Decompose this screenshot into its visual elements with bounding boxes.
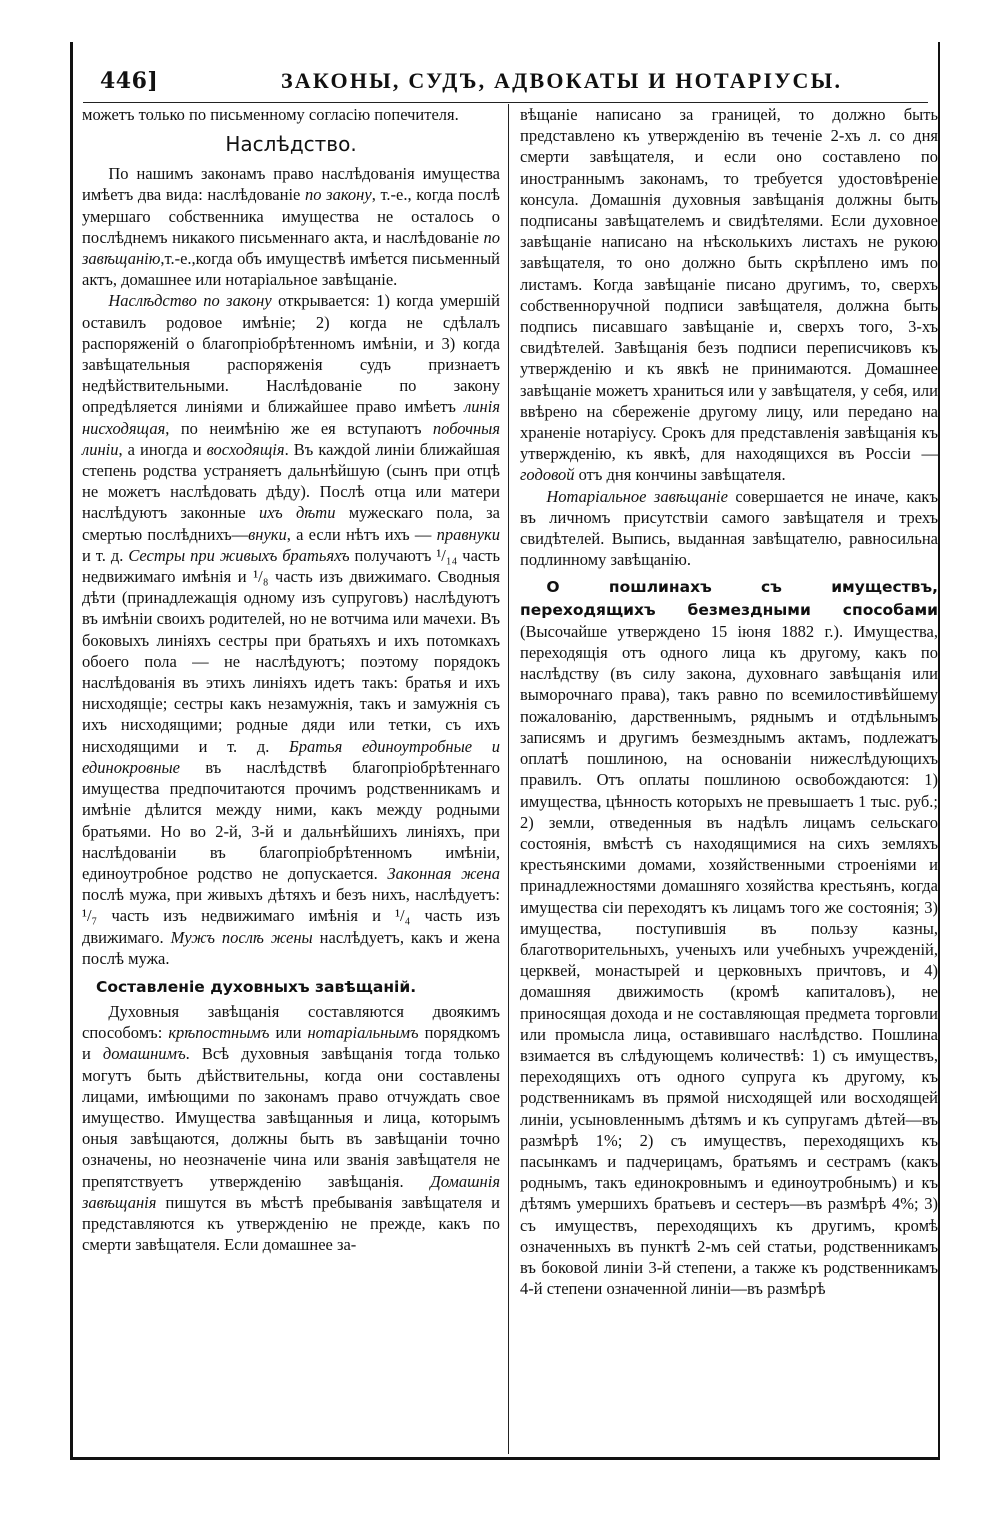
paragraph-home-wills: вѣщаніе написано за границей, то должно быть представлено къ утвержденію въ теченіе 2-хъ л. со дня смерти завѣщателя, и если оно составлено по иностраннымъ законамъ, то требуется удостовѣреніе консула. Домашнія духовныя завѣщанія должны быть подписаны завѣщателемъ и свидѣтелями. Если духовное завѣщаніе написано на нѣсколькихъ листахъ не рукою завѣщателя, то оно должно быть скрѣплено имъ по листамъ. Когда завѣщаніе писано другимъ, то, сверхъ собственноручной подписи завѣщателя, должна быть подпись писавшаго завѣщаніе и, сверхъ того, 3-хъ свидѣтелей. Завѣщанія безъ подписи переписчиковъ къ утвержденію и къ явкѣ не принимаются. Домашнее завѣщаніе можетъ храниться или у завѣщателя, у себя, или ввѣрено на сбереженіе другому лицу, или передано на храненіе нотаріусу. Срокъ для представленія завѣщанія къ утвержденію, къ явкѣ, для находящихся въ Россіи — годовой отъ дня кончины завѣщателя.: [520, 105, 938, 485]
page-number: 446]: [100, 68, 159, 94]
column-divider: [508, 104, 509, 1454]
paragraph-duties: О пошлинахъ съ имуществъ, переходящихъ безмездными способами (Высочайше утверждено 15 іюня 1882 г.). Имущества, переходящія отъ одного лица къ другому, какъ по наслѣдству (въ силу закона, духовнаго завѣщанія или выморочнаго права), такъ равно по всемилостивѣйшему пожалованію, дарственнымъ, ряднымъ и отдѣльнымъ записямъ и другимъ безмезднымъ актамъ, подлежатъ оплатѣ пошлиною, на основаніи нижеслѣдующихъ правилъ. Отъ оплаты пошлиною освобождаются: 1) имущества, цѣнность которыхъ не превышаетъ 1 тыс. руб.; 2) земли, отведенныя въ надѣлъ лицамъ сельскаго состоянія, вмѣстѣ съ находящимися на сихъ земляхъ крестьянскими домами, хозяйственными строеніями и принадлежностями домашняго хозяйства крестьянъ, когда имущества сіи переходятъ къ лицамъ того же состоянія; 3) имущества, поступившія въ пользу казны, благотворительныхъ, ученыхъ или учебныхъ учрежденій, церквей, монастырей и церковныхъ причтовъ, и 4) домашняя движимость (кромѣ капиталовъ), не приносящая дохода и не составляющая предмета торговли или промысла лица, оставившаго наслѣдство. Пошлина взимается въ слѣдующемъ количествѣ: 1) съ имуществъ, переходящихъ отъ одного супруга къ другому, къ родственникамъ въ прямой нисходящей или восходящей линіи, усыновленнымъ дѣтямъ и къ супругамъ дѣтей—въ размѣрѣ 1%; 2) съ имуществъ, переходящихъ къ пасынкамъ и падчерицамъ, братьямъ и сестрамъ (какъ роднымъ, такъ единокровнымъ и единоутробнымъ) и къ дѣтямъ умершихъ братьевъ и сестеръ—въ размѣрѣ 4%; 3) съ имуществъ, переходящихъ къ другимъ, кромѣ означенныхъ въ пунктѣ 2-мъ сей статьи, родственникамъ въ боковой линіи 3-й степени, а также къ родственникамъ 4-й степени означенной линіи—въ размѣрѣ: [520, 578, 938, 1299]
duties-heading: О пошлинахъ съ имуществъ, переходящихъ безмездными способами: [520, 578, 938, 619]
running-title: ЗАКОНЫ, СУДЪ, АДВОКАТЫ И НОТАРІУСЫ.: [281, 68, 843, 93]
header-rule: [83, 102, 928, 103]
intro-text: можетъ только по письменному согласію попечителя.: [82, 105, 459, 124]
page-header: [86, 58, 926, 100]
right-column: [520, 104, 938, 1299]
paragraph-wills: Духовныя завѣщанія составляются двоякимъ способомъ: крѣпостнымъ или нотаріальнымъ порядкомъ и домашнимъ. Всѣ духовныя завѣщанія тогда только могутъ быть дѣйствительны, когда они составлены лицами, имѣющими по законамъ право отчуждать свое имущество. Имущества завѣщанныя и лица, которымъ оныя завѣщаются, должны быть въ завѣщаніи точно означены, но неозначеніе чина или званія завѣщателя не препятствуетъ утвержденію завѣщанія. Домашнія завѣщанія пишутся въ мѣстѣ пребыванія завѣщателя и представляются къ утвержденію не прежде, какъ по смерти завѣщателя. Если домашнее за-: [82, 1001, 500, 1255]
section-title-inheritance: Наслѣдство.: [225, 132, 357, 157]
paragraph-inheritance-by-law: Наслѣдство по закону открывается: 1) когда умершій оставилъ родовое имѣніе; 2) когда не сдѣлалъ распоряженій о благопріобрѣтенномъ имѣніи, и 3) когда завѣщательныя распоряженія судъ признаетъ недѣйствительными. Наслѣдованіе по закону опредѣляется линіями и ближайшее право имѣетъ линія нисходящая, по неимѣнію же ея вступаютъ побочныя линіи, а иногда и восходящія. Въ каждой линіи ближайшая степень родства устраняетъ дальнѣйшую (сынъ при отцѣ не можетъ наслѣдовать дѣду). Послѣ отца или матери наслѣдуютъ законные ихъ дѣти мужескаго пола, за смертью послѣднихъ—внуки, а если нѣтъ ихъ — правнуки и т. д. Сестры при живыхъ братьяхъ получаютъ ¹/₁₄ часть недвижимаго имѣнія и ¹/₈ часть изъ движимаго. Сводныя дѣти (принадлежащія одному изъ супруговъ) наслѣдуютъ въ имѣніи своихъ родителей, но не вотчима или мачехи. Въ боковыхъ линіяхъ сестры при братьяхъ и ихъ потомкахъ обоего пола — не наслѣдуютъ; поэтому порядокъ наслѣдованія въ этихъ линіяхъ идетъ такъ: братья и ихъ нисходящіе; сестры какъ незамужнія, такъ и замужнія съ ихъ нисходящими; родные дяди или тетки, съ ихъ нисходящими и т. д. Братья единоутробные и единокровные въ наслѣдствѣ благопріобрѣтеннаго имущества предпочитаются прочимъ родственникамъ и имѣніе дѣлится между ними, какъ между родными братьями. Но во 2-й, 3-й и дальнѣйшихъ линіяхъ, при наслѣдованіи въ благопріобрѣтенномъ имѣніи, единоутробное родство не допускается. Законная жена послѣ мужа, при живыхъ дѣтяхъ и безъ нихъ, наслѣдуетъ: ¹/₇ часть изъ недвижимаго имѣнія и ¹/₄ часть изъ движимаго. Мужъ послѣ жены наслѣдуетъ, какъ и жена послѣ мужа.: [82, 291, 501, 968]
paragraph-inheritance-types: По нашимъ законамъ право наслѣдованія имущества имѣетъ два вида: наслѣдованіе по закону, т.-е., когда послѣ умершаго собственника имущества не осталось о послѣднемъ никакого письменнаго акта, и наслѣдованіе по завѣщанію,т.-е.,когда объ имуществѣ имѣется письменный актъ, домашнее или нотаріальное завѣщаніе.: [82, 164, 501, 290]
paragraph-notarial-will: Нотаріальное завѣщаніе совершается не иначе, какъ въ личномъ присутствіи самого завѣщателя и трехъ свидѣтелей. Выпись, выданная завѣщателю, равносильна подлинному завѣщанію.: [520, 486, 938, 570]
subsection-title-wills: Составленіе духовныхъ завѣщаній.: [95, 977, 417, 996]
left-column: [82, 104, 500, 1255]
